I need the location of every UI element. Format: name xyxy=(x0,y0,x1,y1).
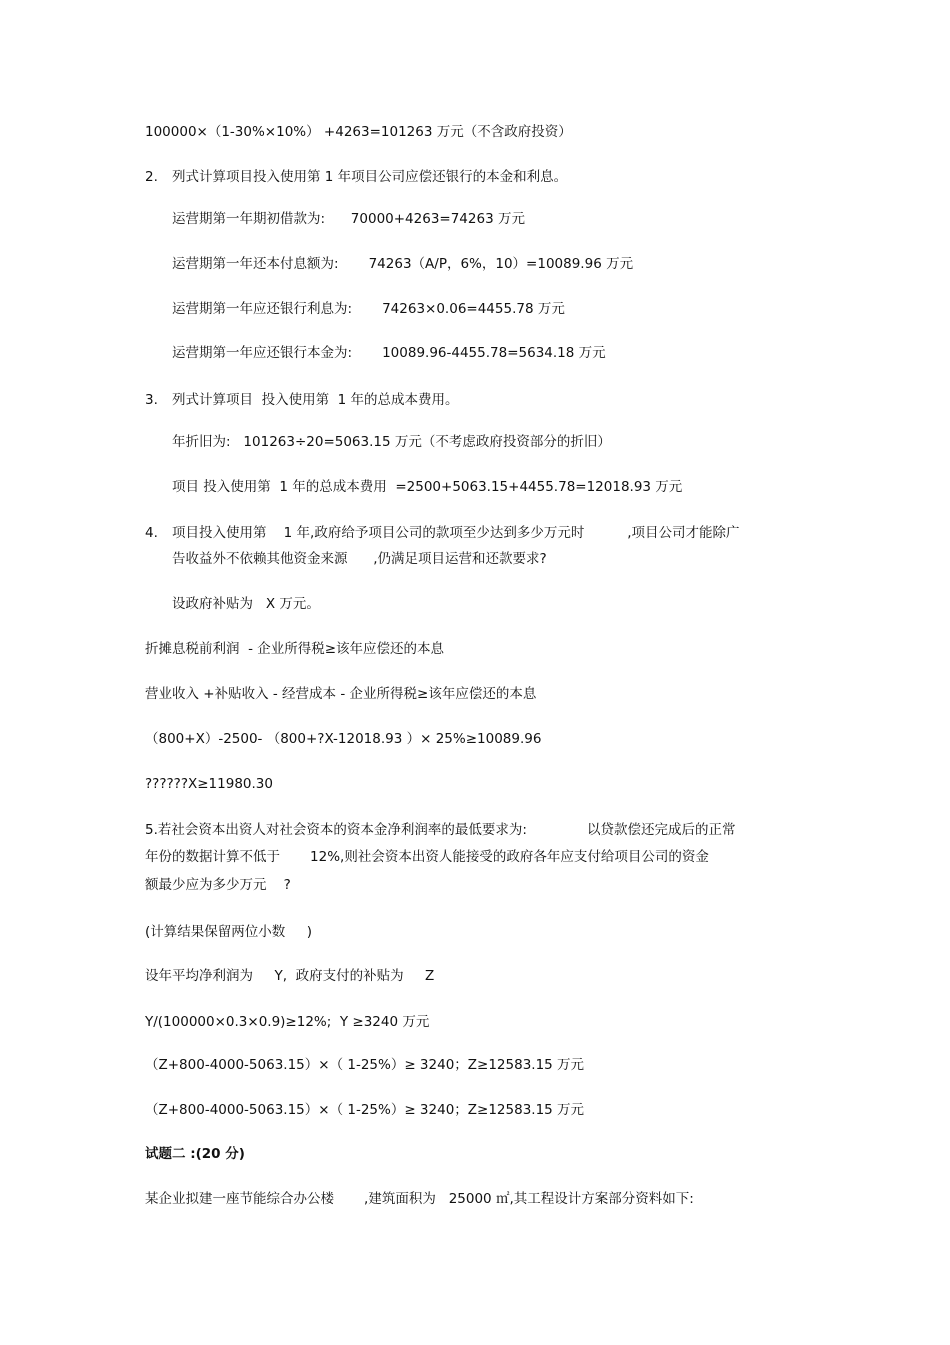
item-number: 3. xyxy=(145,392,158,408)
text-line: 运营期第一年应还银行利息为: 74263×0.06=4455.78 万元 xyxy=(172,301,565,317)
question-line: 年份的数据计算不低于 12%,则社会资本出资人能接受的政府各年应支付给项目公司的资金 xyxy=(145,849,709,865)
formula-line: （800+X）-2500- （800+?X-12018.93 ）× 25%≥10089.96 xyxy=(145,731,542,747)
text-line: 运营期第一年还本付息额为: 74263（A/P，6%，10）=10089.96 万元 xyxy=(172,256,634,272)
text-line: 运营期第一年期初借款为: 70000+4263=74263 万元 xyxy=(172,211,525,227)
text-line: 运营期第一年应还银行本金为: 10089.96-4455.78=5634.18 万元 xyxy=(172,345,606,361)
formula-line: （Z+800-4000-5063.15）×（ 1-25%）≥ 3240；Z≥12583.15 万元 xyxy=(145,1057,585,1073)
item-number: 4. xyxy=(145,525,158,541)
question-line: 5.若社会资本出资人对社会资本的资本金净利润率的最低要求为: 以贷款偿还完成后的正常 xyxy=(145,822,736,838)
formula-line: ??????X≥11980.30 xyxy=(145,776,273,792)
question-line: 列式计算项目 投入使用第 1 年的总成本费用。 xyxy=(172,392,459,408)
text-line: 100000×（1-30%×10%） +4263=101263 万元（不含政府投资） xyxy=(145,124,572,140)
question-line: 告收益外不依赖其他资金来源 ,仍满足项目运营和还款要求? xyxy=(172,551,547,567)
text-line: 某企业拟建一座节能综合办公楼 ,建筑面积为 25000 ㎡,其工程设计方案部分资料如下: xyxy=(145,1191,694,1207)
text-line: 营业收入 +补贴收入 - 经营成本 - 企业所得税≥该年应偿还的本息 xyxy=(145,686,537,702)
text-line: 设政府补贴为 X 万元。 xyxy=(172,596,320,612)
text-line: 年折旧为: 101263÷20=5063.15 万元（不考虑政府投资部分的折旧） xyxy=(172,434,611,450)
text-line: 项目 投入使用第 1 年的总成本费用 =2500+5063.15+4455.78=12018.93 万元 xyxy=(172,479,683,495)
section-heading: 试题二 :(20 分) xyxy=(145,1146,245,1162)
question-line: 额最少应为多少万元 ? xyxy=(145,877,291,893)
question-line: 项目投入使用第 1 年,政府给予项目公司的款项至少达到多少万元时 ,项目公司才能除广 xyxy=(172,525,740,541)
formula-line: （Z+800-4000-5063.15）×（ 1-25%）≥ 3240；Z≥12583.15 万元 xyxy=(145,1102,585,1118)
formula-line: Y/(100000×0.3×0.9)≥12%; Y ≥3240 万元 xyxy=(145,1014,430,1030)
question-line: 列式计算项目投入使用第 1 年项目公司应偿还银行的本金和利息。 xyxy=(172,169,568,185)
text-line: 折摊息税前利润 - 企业所得税≥该年应偿还的本息 xyxy=(145,641,445,657)
text-line: (计算结果保留两位小数 ) xyxy=(145,924,312,940)
text-line: 设年平均净利润为 Y, 政府支付的补贴为 Z xyxy=(145,968,435,984)
item-number: 2. xyxy=(145,169,158,185)
